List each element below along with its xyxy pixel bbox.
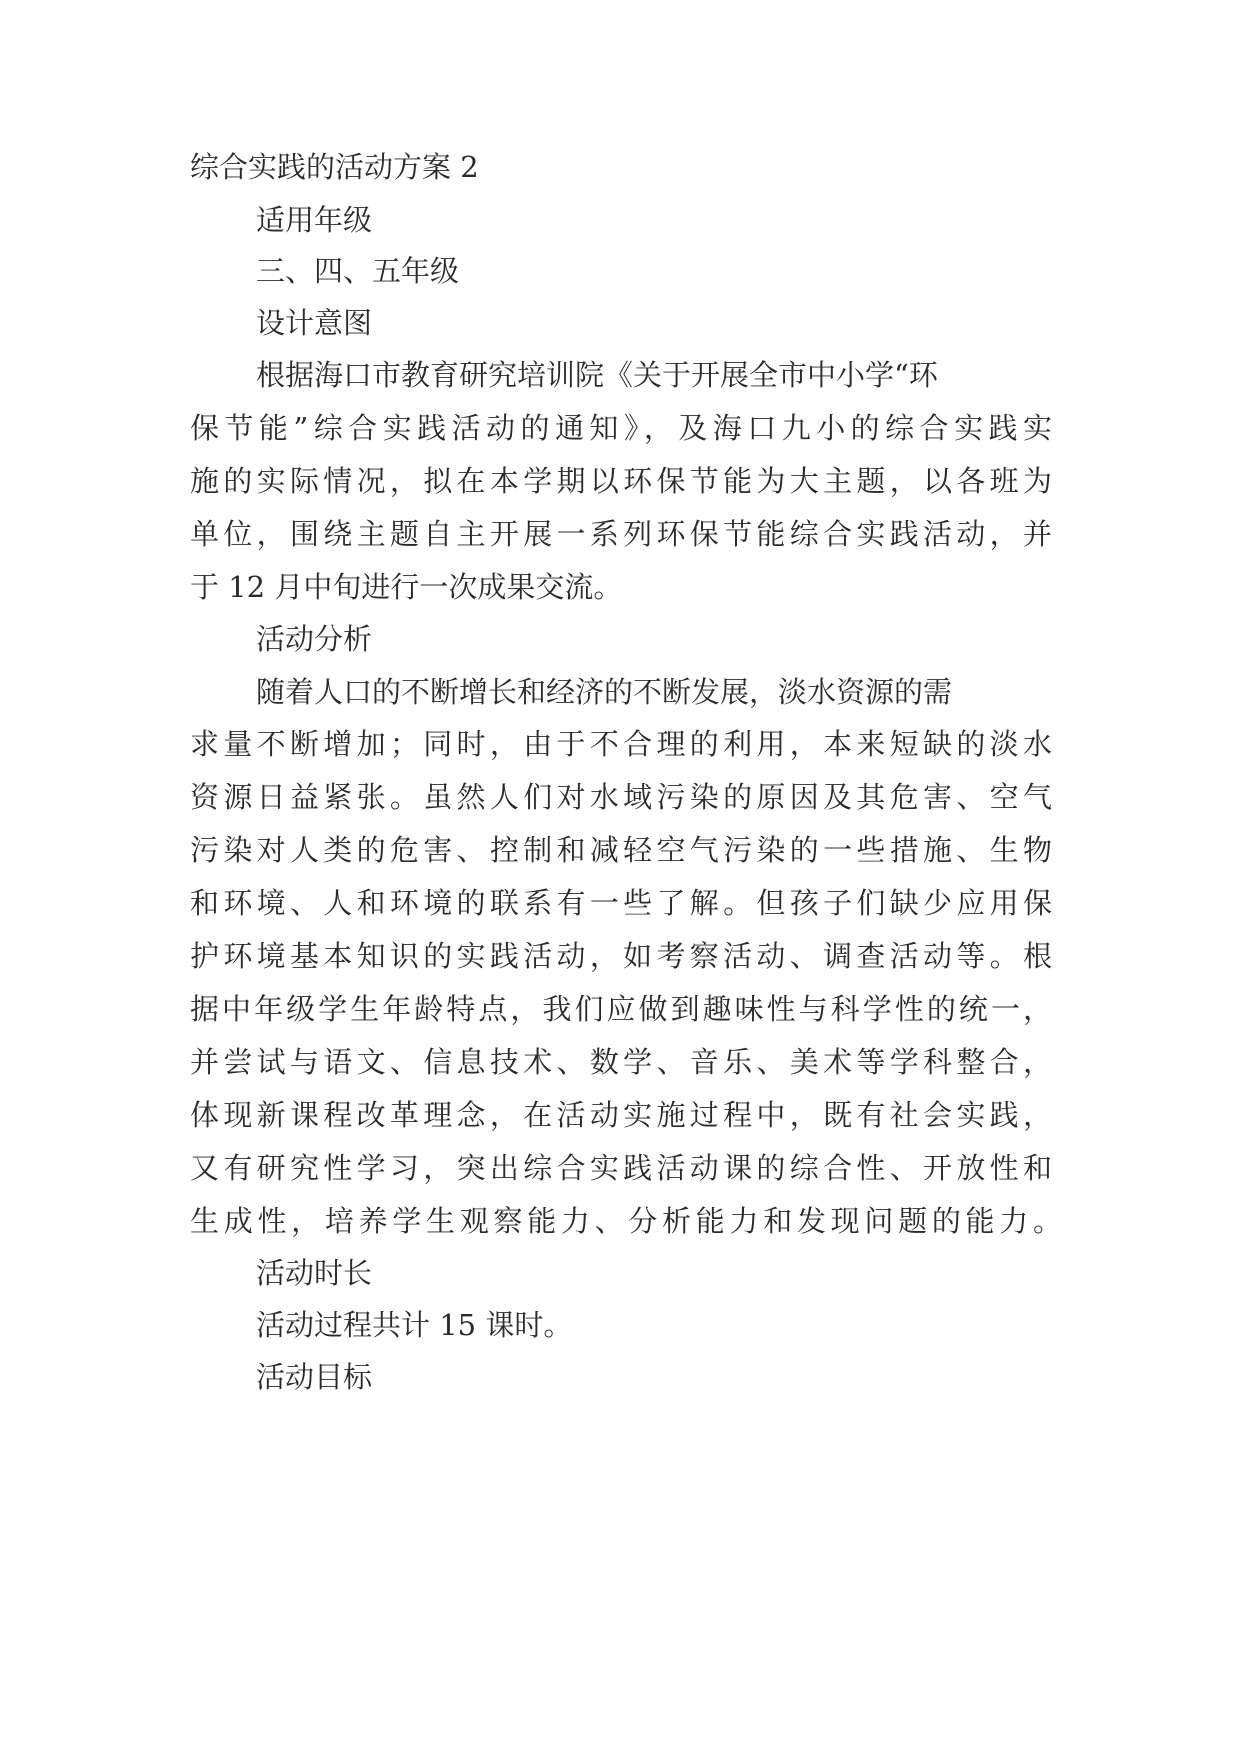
design-paragraph-line: 施的实际情况，拟在本学期以环保节能为大主题，以各班为 <box>190 464 1052 498</box>
grade-value: 三、四、五年级 <box>256 254 460 288</box>
analysis-heading: 活动分析 <box>256 622 373 656</box>
goal-heading: 活动目标 <box>256 1360 373 1394</box>
design-paragraph-line: 单位，围绕主题自主开展一系列环保节能综合实践活动，并 <box>190 517 1052 551</box>
analysis-paragraph-line: 求量不断增加；同时，由于不合理的利用，本来短缺的淡水 <box>190 727 1052 761</box>
analysis-paragraph-line: 和环境、人和环境的联系有一些了解。但孩子们缺少应用保 <box>190 886 1052 920</box>
duration-text: 活动过程共计 15 课时。 <box>256 1308 573 1342</box>
analysis-paragraph-line: 又有研究性学习，突出综合实践活动课的综合性、开放性和 <box>190 1151 1052 1185</box>
analysis-paragraph-line: 生成性，培养学生观察能力、分析能力和发现问题的能力。 <box>190 1204 1062 1238</box>
analysis-paragraph-line: 随着人口的不断增长和经济的不断发展，淡水资源的需 <box>256 675 953 709</box>
design-paragraph-line: 根据海口市教育研究培训院《关于开展全市中小学“环 <box>256 358 938 392</box>
document-title: 综合实践的活动方案 2 <box>190 150 479 184</box>
analysis-paragraph-line: 并尝试与语文、信息技术、数学、音乐、美术等学科整合， <box>190 1045 1052 1079</box>
duration-heading: 活动时长 <box>256 1256 373 1290</box>
analysis-paragraph-line: 体现新课程改革理念，在活动实施过程中，既有社会实践， <box>190 1098 1052 1132</box>
analysis-paragraph-line: 资源日益紧张。虽然人们对水域污染的原因及其危害、空气 <box>190 780 1052 814</box>
analysis-paragraph-line: 污染对人类的危害、控制和减轻空气污染的一些措施、生物 <box>190 833 1052 867</box>
design-paragraph-line: 保节能”综合实践活动的通知》，及海口九小的综合实践实 <box>190 411 1052 445</box>
grade-heading: 适用年级 <box>256 203 373 237</box>
analysis-paragraph-line: 据中年级学生年龄特点，我们应做到趣味性与科学性的统一， <box>190 992 1052 1026</box>
design-heading: 设计意图 <box>256 306 373 340</box>
analysis-paragraph-line: 护环境基本知识的实践活动，如考察活动、调查活动等。根 <box>190 939 1052 973</box>
design-paragraph-line: 于 12 月中旬进行一次成果交流。 <box>190 570 623 604</box>
